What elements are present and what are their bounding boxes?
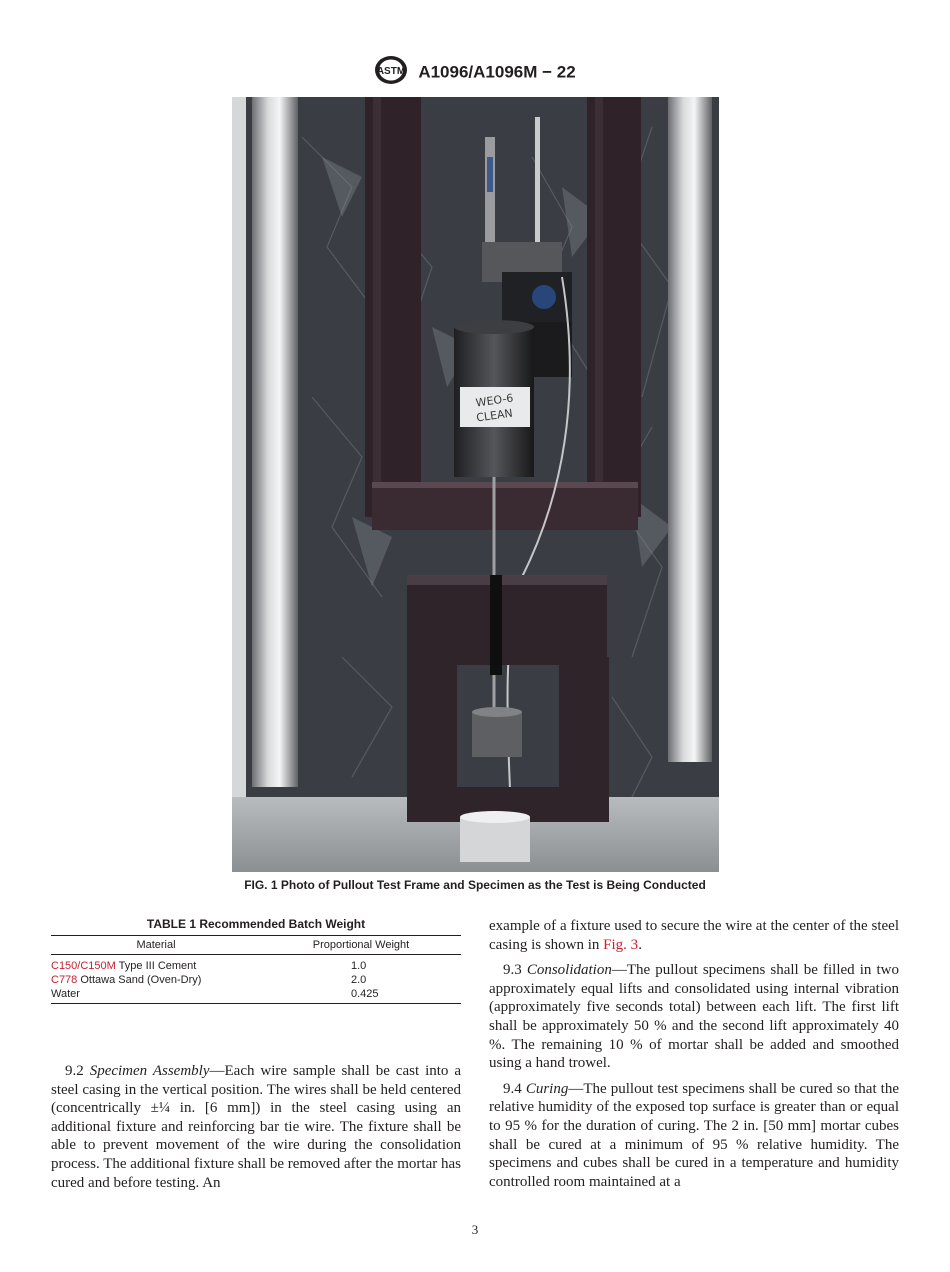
figure-caption: FIG. 1 Photo of Pullout Test Frame and Specimen as the Test is Being Conducted bbox=[244, 878, 706, 892]
paragraph-9-3 bbox=[489, 961, 899, 1073]
fig-3-link[interactable]: Fig. 3 bbox=[603, 936, 639, 953]
table-row bbox=[51, 955, 461, 974]
specimen-label-line1: WEO-6 bbox=[474, 391, 515, 410]
continuation-end: . bbox=[638, 936, 642, 953]
left-column bbox=[51, 1062, 461, 1192]
paragraph-9-2 bbox=[51, 1062, 461, 1192]
section-title: Curing bbox=[525, 1080, 569, 1097]
section-text: —Each wire sample shall be cast into a steel casing in the vertical position. The wires shall be held centered (concentrically ±¼ in. [6 mm]) in the steel casing using an additional fixture and reinforcing bar tie wire. The fixture shall be able to prevent movement of the wire during the consolidation process. The additional fixture shall be removed after the mortar has cured and before testing. An bbox=[51, 1063, 462, 1191]
section-number: 9.4 bbox=[503, 1080, 526, 1097]
section-text: —The pullout test specimens shall be cured so that the relative humidity of the exposed top surface is greater than or equal to 95 % for the duration of curing. The 2 in. [50 mm] mortar cubes shall be cured at a minimum of 95 % relative humidity. The specimens and cubes shall be cured in a temperature and humidity controlled room maintained at a bbox=[489, 1080, 900, 1190]
table-row bbox=[51, 973, 461, 987]
table-cell-weight: 1.0 bbox=[351, 960, 367, 972]
astm-logo-icon bbox=[374, 55, 408, 90]
ref-link-c778[interactable]: C778 bbox=[51, 974, 78, 986]
page-header bbox=[0, 55, 950, 90]
ref-link-c150[interactable]: C150/C150M bbox=[51, 960, 116, 972]
table-header-weight: Proportional Weight bbox=[261, 936, 461, 955]
table-header-material: Material bbox=[51, 936, 261, 955]
section-title: Specimen Assembly bbox=[89, 1063, 210, 1079]
batch-weight-table bbox=[51, 935, 461, 1004]
table-cell-material: Water bbox=[51, 988, 80, 1000]
section-text: —The pullout specimens shall be filled in two approximately equal lifts and consolidated using internal vibration (approximately five seconds total) between each lift. The first lift shall be approximately 50 % and the second lift approximately 40 %. The remaining 10 % of mortar shall be added and smoothed using a hand trowel. bbox=[489, 962, 899, 1072]
section-number: 9.2 bbox=[65, 1063, 90, 1079]
table-cell-weight: 0.425 bbox=[261, 987, 461, 1004]
section-number: 9.3 bbox=[503, 962, 527, 979]
table-cell-weight: 2.0 bbox=[351, 974, 367, 986]
standard-designation: A1096/A1096M − 22 bbox=[418, 62, 576, 82]
table-1 bbox=[51, 917, 461, 1004]
table-cell-material: Ottawa Sand (Oven-Dry) bbox=[77, 974, 202, 986]
paragraph-9-4 bbox=[489, 1080, 899, 1192]
paragraph-continuation bbox=[489, 917, 899, 954]
specimen-label-line2: CLEAN bbox=[475, 406, 514, 425]
figure-1-photo bbox=[232, 97, 719, 872]
table-row bbox=[51, 987, 461, 1004]
section-title: Consolidation bbox=[526, 962, 612, 979]
continuation-text: example of a fixture used to secure the wire at the center of the steel casing is shown in bbox=[489, 918, 899, 953]
astm-logo-text: ASTM bbox=[377, 66, 406, 77]
table-title: TABLE 1 Recommended Batch Weight bbox=[146, 917, 366, 931]
table-cell-material: Type III Cement bbox=[115, 960, 197, 972]
right-column bbox=[489, 917, 899, 1198]
page-number: 3 bbox=[471, 1222, 479, 1237]
